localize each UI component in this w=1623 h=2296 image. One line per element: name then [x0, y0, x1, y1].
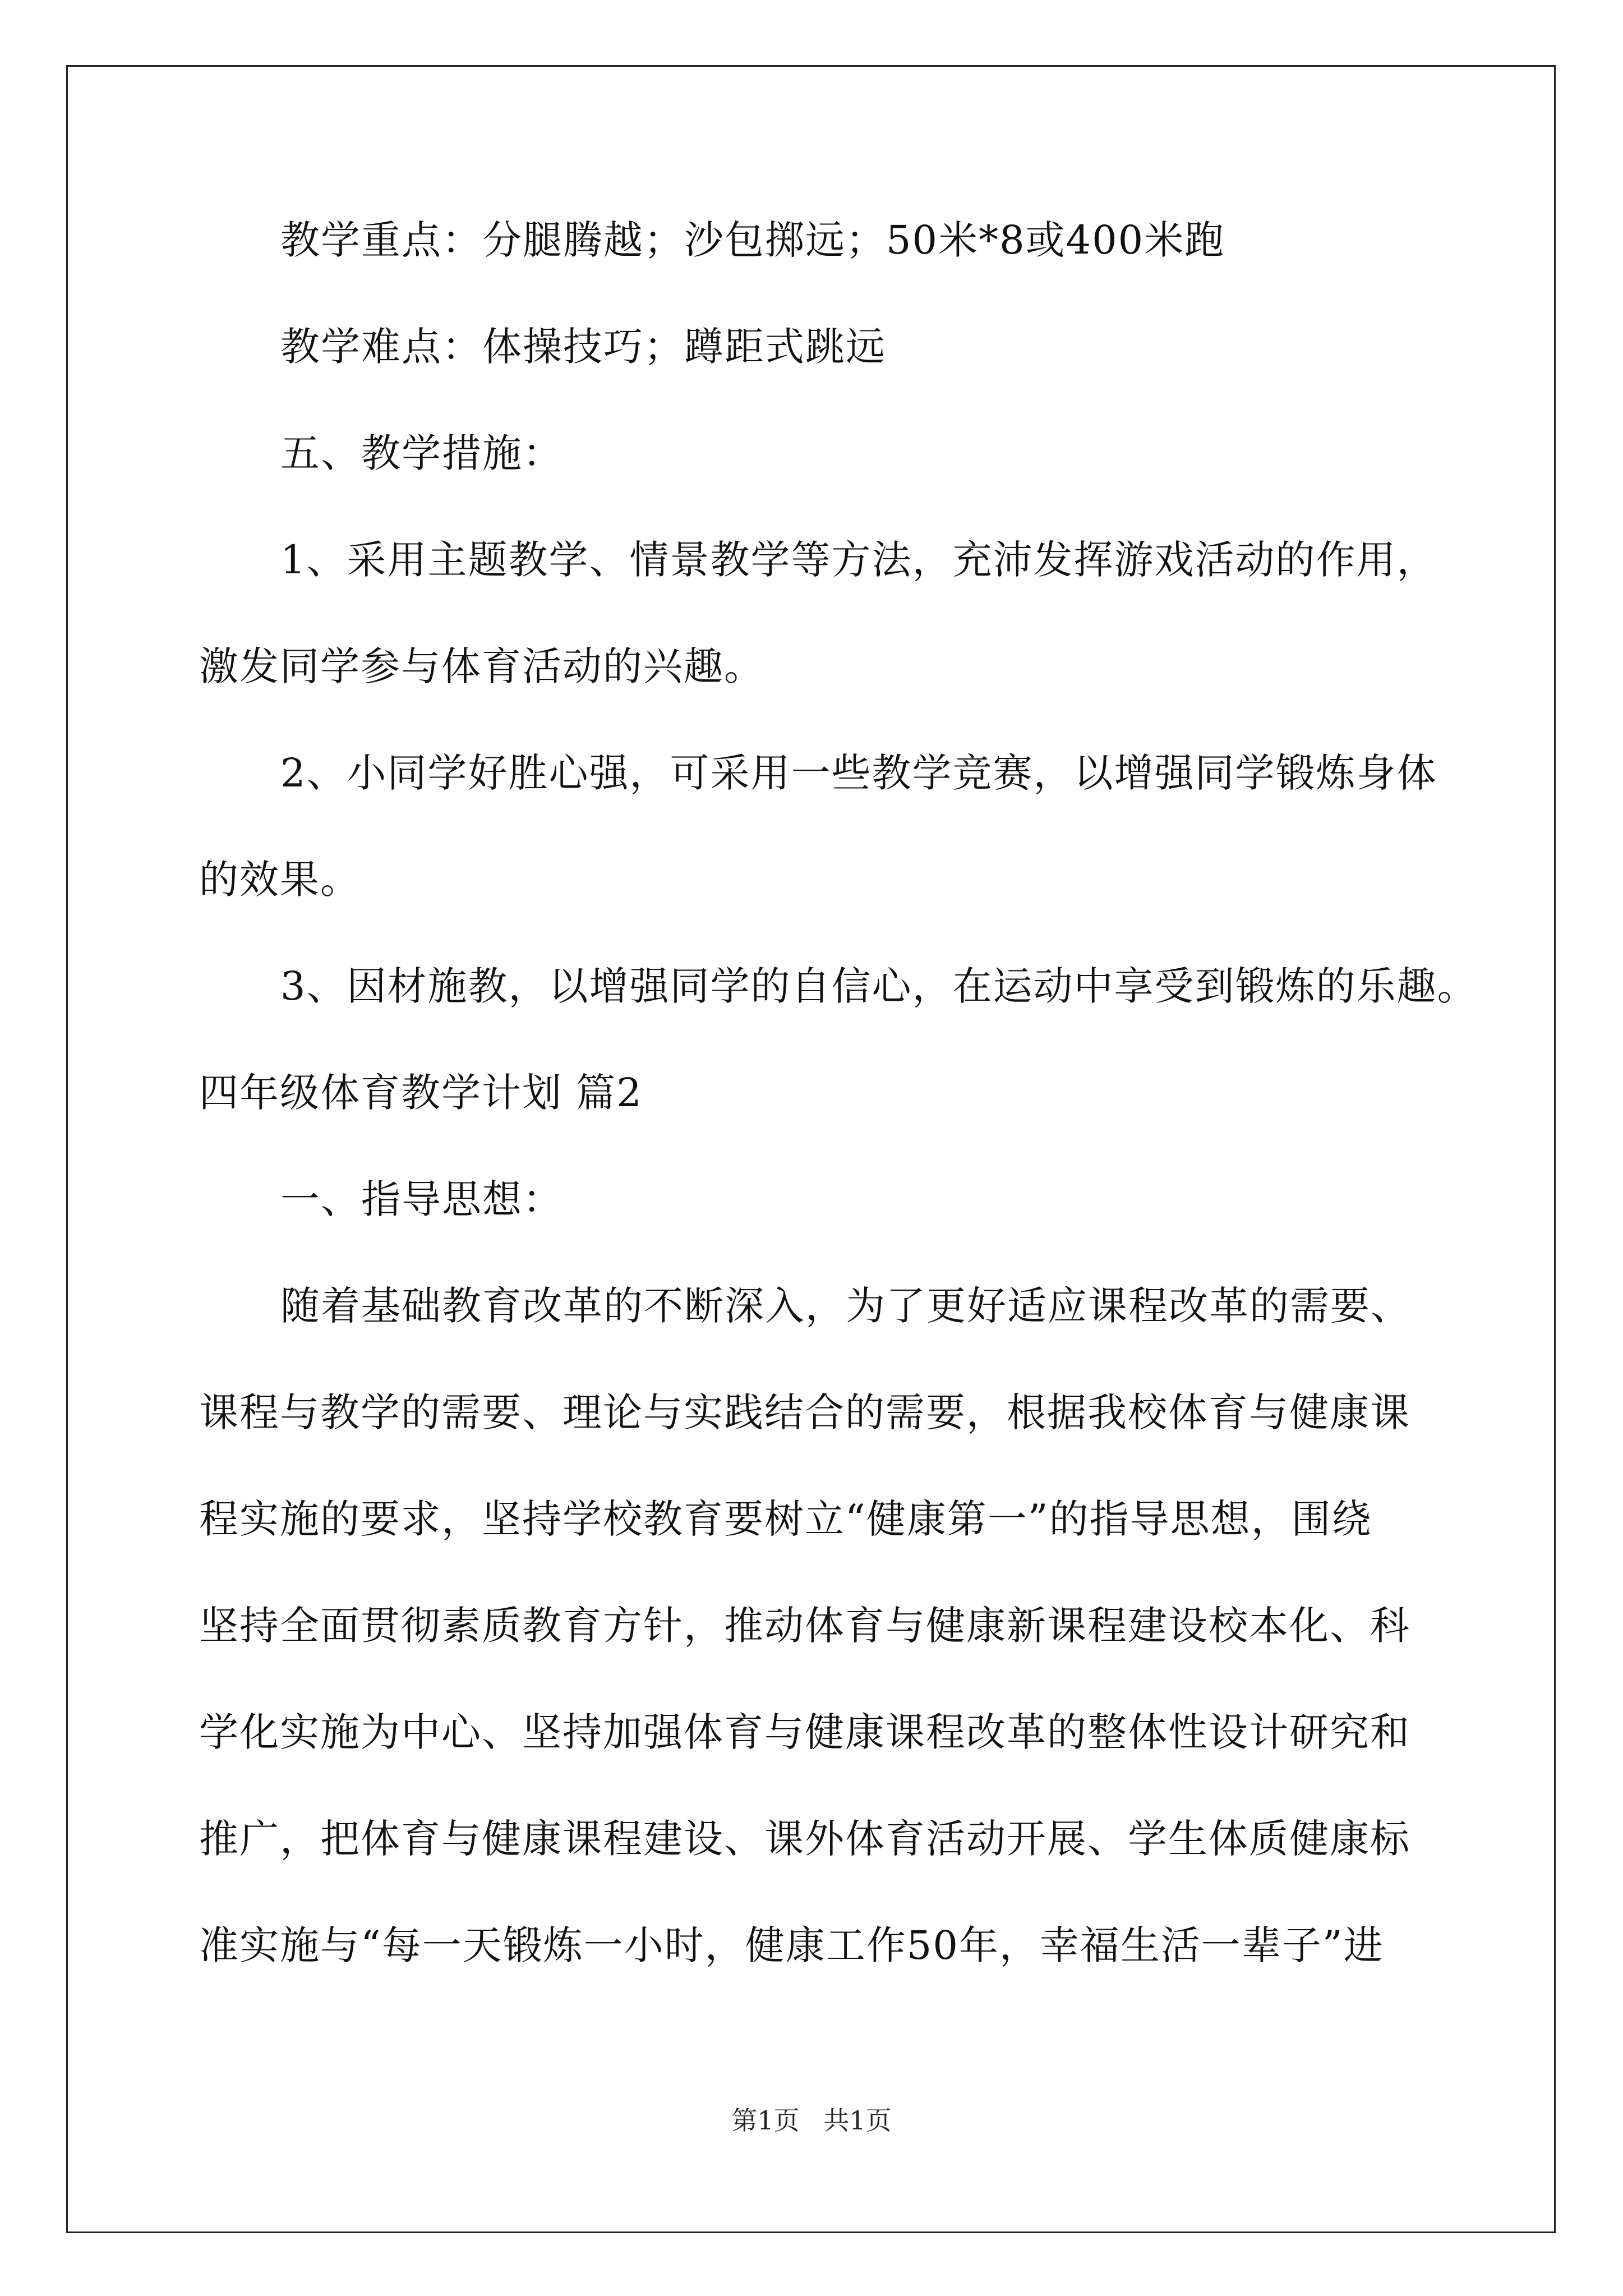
- paragraph-line: 2、小同学好胜心强，可采用一些教学竞赛，以增强同学锻炼身体: [280, 750, 1437, 796]
- article-title: 四年级体育教学计划 篇2: [199, 1070, 643, 1116]
- page-footer: [0, 2104, 1623, 2137]
- paragraph-line: 的效果。: [199, 857, 361, 903]
- section-heading: 五、教学措施：: [280, 430, 563, 476]
- paragraph-line: 课程与教学的需要、理论与实践结合的需要，根据我校体育与健康课: [199, 1389, 1410, 1435]
- paragraph-line: 教学重点：分腿腾越；沙包掷远；50米*8或400米跑: [280, 217, 1225, 263]
- page-total: 共1页: [823, 2105, 892, 2136]
- paragraph-line: 激发同学参与体育活动的兴趣。: [199, 643, 764, 689]
- section-heading: 一、指导思想：: [280, 1176, 563, 1222]
- paragraph-line: 学化实施为中心、坚持加强体育与健康课程改革的整体性设计研究和: [199, 1709, 1410, 1755]
- paragraph-line: 随着基础教育改革的不断深入，为了更好适应课程改革的需要、: [280, 1283, 1411, 1329]
- paragraph-line: 推广，把体育与健康课程建设、课外体育活动开展、学生体质健康标: [199, 1816, 1410, 1862]
- paragraph-line: 3、因材施教，以增强同学的自信心，在运动中享受到锻炼的乐趣。: [280, 963, 1478, 1009]
- paragraph-line: 准实施与“每一天锻炼一小时，健康工作50年，幸福生活一辈子”进: [199, 1922, 1384, 1968]
- paragraph-line: 坚持全面贯彻素质教育方针，推动体育与健康新课程建设校本化、科: [199, 1603, 1410, 1649]
- paragraph-line: 程实施的要求，坚持学校教育要树立“健康第一”的指导思想，围绕: [199, 1496, 1372, 1542]
- paragraph-line: 1、采用主题教学、情景教学等方法，充沛发挥游戏活动的作用，: [280, 537, 1437, 583]
- document-body: [199, 213, 1478, 1972]
- page-number: 第1页: [731, 2105, 800, 2136]
- paragraph-line: 教学难点：体操技巧；蹲距式跳远: [280, 324, 886, 370]
